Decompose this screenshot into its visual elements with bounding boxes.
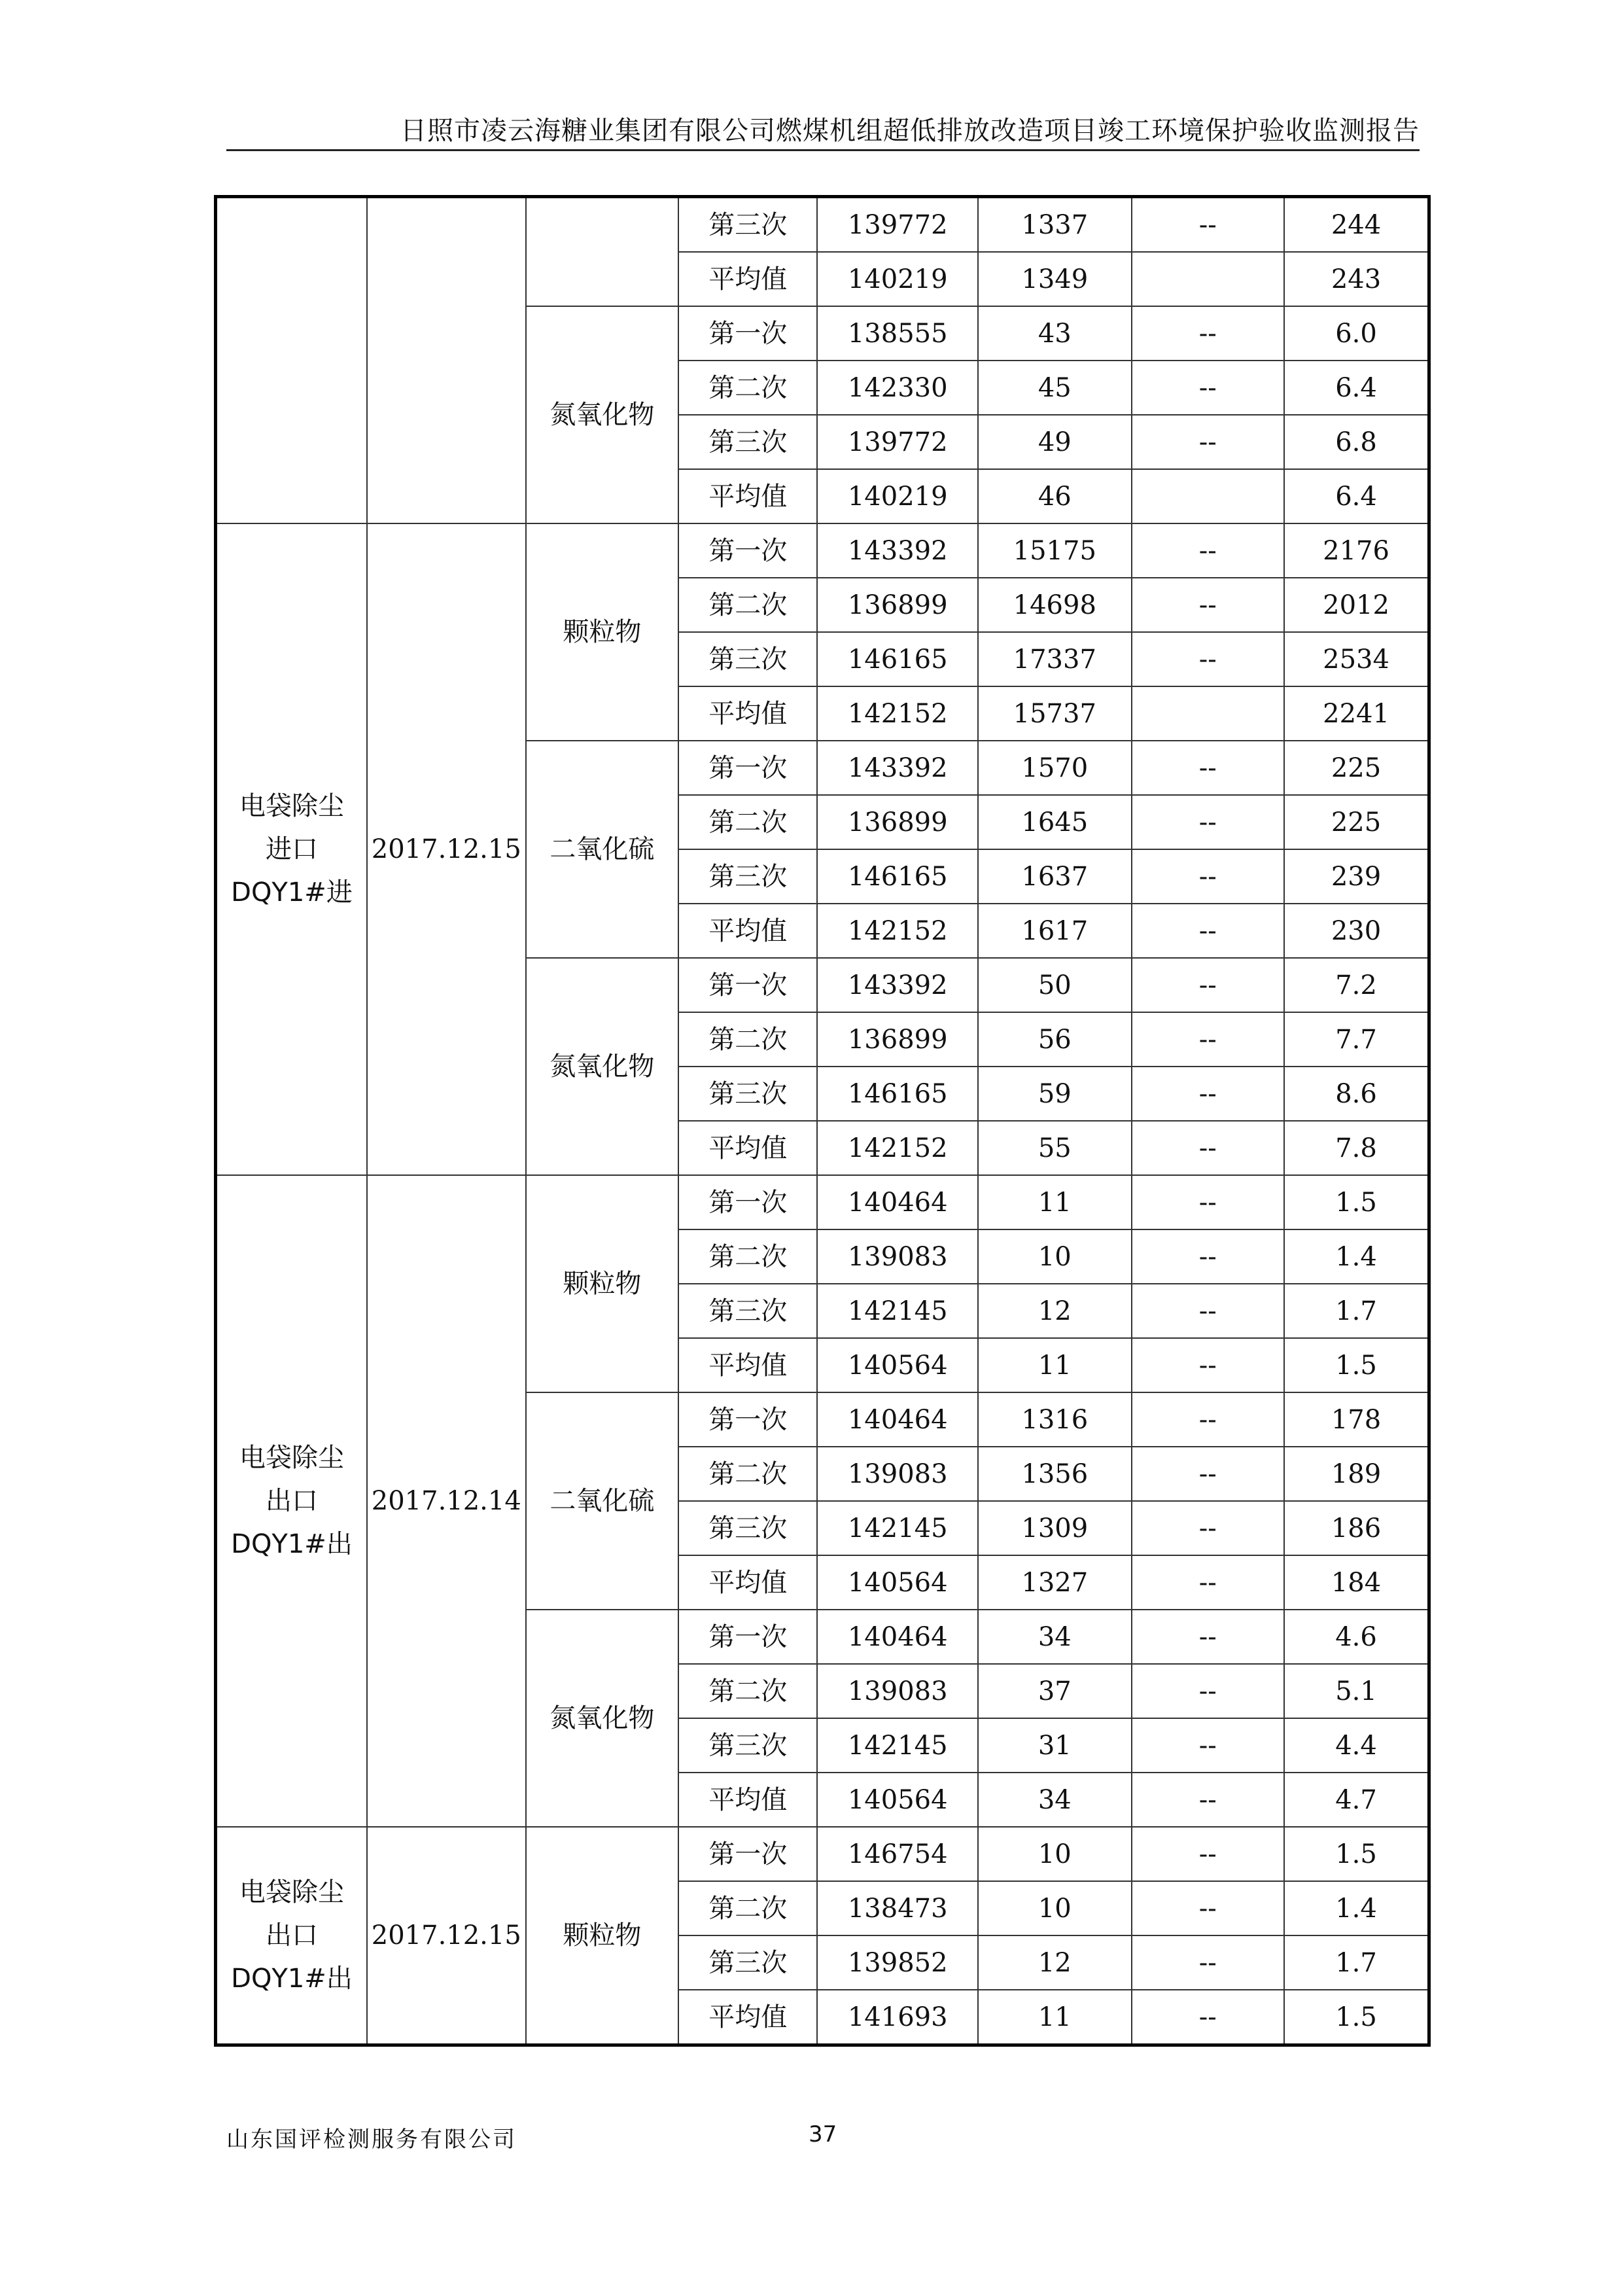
concentration-cell: 45 xyxy=(978,361,1132,415)
flow-rate-cell: 142145 xyxy=(817,1284,978,1338)
sampling-location-cell xyxy=(216,1175,367,1827)
converted-concentration-cell: -- xyxy=(1132,1229,1285,1284)
flow-rate-cell: 138473 xyxy=(817,1881,978,1935)
concentration-cell: 17337 xyxy=(978,632,1132,686)
concentration-cell: 1316 xyxy=(978,1392,1132,1447)
sampling-date-cell: 2017.12.14 xyxy=(367,1175,526,1827)
concentration-cell: 11 xyxy=(978,1338,1132,1392)
pollutant-cell: 氮氧化物 xyxy=(526,958,679,1175)
run-label-cell: 平均值 xyxy=(678,904,817,958)
emission-rate-cell: 230 xyxy=(1284,904,1429,958)
converted-concentration-cell: -- xyxy=(1132,361,1285,415)
sampling-location-cell xyxy=(216,197,367,524)
run-label-cell: 第一次 xyxy=(678,1610,817,1664)
concentration-cell: 37 xyxy=(978,1664,1132,1718)
concentration-cell: 46 xyxy=(978,469,1132,523)
run-label-cell: 第一次 xyxy=(678,1175,817,1229)
run-label-cell: 第二次 xyxy=(678,1229,817,1284)
concentration-cell: 55 xyxy=(978,1121,1132,1175)
run-label-cell: 平均值 xyxy=(678,252,817,306)
sampling-date-cell: 2017.12.15 xyxy=(367,523,526,1175)
sampling-location-line: 出口 xyxy=(265,1486,318,1516)
concentration-cell: 14698 xyxy=(978,578,1132,632)
emission-rate-cell: 6.8 xyxy=(1284,415,1429,469)
emission-rate-cell: 2241 xyxy=(1284,686,1429,741)
converted-concentration-cell: -- xyxy=(1132,197,1285,253)
run-label-cell: 第一次 xyxy=(678,523,817,578)
concentration-cell: 43 xyxy=(978,306,1132,361)
sampling-date-cell xyxy=(367,197,526,524)
converted-concentration-cell: -- xyxy=(1132,1881,1285,1935)
converted-concentration-cell: -- xyxy=(1132,1827,1285,1881)
pollutant-cell: 二氧化硫 xyxy=(526,1392,679,1610)
flow-rate-cell: 140219 xyxy=(817,469,978,523)
table-row xyxy=(216,197,1429,253)
concentration-cell: 1327 xyxy=(978,1555,1132,1610)
concentration-cell: 12 xyxy=(978,1935,1132,1990)
flow-rate-cell: 140464 xyxy=(817,1392,978,1447)
converted-concentration-cell: -- xyxy=(1132,1718,1285,1773)
run-label-cell: 第二次 xyxy=(678,1664,817,1718)
sampling-location-line: 电袋除尘 xyxy=(239,1443,344,1473)
flow-rate-cell: 139083 xyxy=(817,1664,978,1718)
concentration-cell: 1309 xyxy=(978,1501,1132,1555)
concentration-cell: 1645 xyxy=(978,795,1132,849)
emission-rate-cell: 1.5 xyxy=(1284,1990,1429,2045)
run-label-cell: 第三次 xyxy=(678,1935,817,1990)
concentration-cell: 1349 xyxy=(978,252,1132,306)
table-row xyxy=(216,1827,1429,1881)
emission-rate-cell: 2176 xyxy=(1284,523,1429,578)
flow-rate-cell: 143392 xyxy=(817,958,978,1012)
flow-rate-cell: 143392 xyxy=(817,741,978,795)
flow-rate-cell: 142330 xyxy=(817,361,978,415)
converted-concentration-cell: -- xyxy=(1132,1392,1285,1447)
converted-concentration-cell: -- xyxy=(1132,306,1285,361)
emission-rate-cell: 5.1 xyxy=(1284,1664,1429,1718)
run-label-cell: 平均值 xyxy=(678,1338,817,1392)
concentration-cell: 10 xyxy=(978,1881,1132,1935)
emission-rate-cell: 225 xyxy=(1284,795,1429,849)
emission-rate-cell: 4.7 xyxy=(1284,1773,1429,1827)
converted-concentration-cell: -- xyxy=(1132,1338,1285,1392)
converted-concentration-cell: -- xyxy=(1132,1555,1285,1610)
concentration-cell: 50 xyxy=(978,958,1132,1012)
emission-rate-cell: 1.4 xyxy=(1284,1229,1429,1284)
pollutant-cell: 氮氧化物 xyxy=(526,306,679,523)
flow-rate-cell: 143392 xyxy=(817,523,978,578)
flow-rate-cell: 142152 xyxy=(817,904,978,958)
sampling-location-cell xyxy=(216,523,367,1175)
run-label-cell: 第二次 xyxy=(678,578,817,632)
converted-concentration-cell xyxy=(1132,469,1285,523)
sampling-date-cell: 2017.12.15 xyxy=(367,1827,526,2045)
run-label-cell: 第三次 xyxy=(678,632,817,686)
converted-concentration-cell: -- xyxy=(1132,849,1285,904)
pollutant-cell: 颗粒物 xyxy=(526,1175,679,1392)
emission-rate-cell: 7.2 xyxy=(1284,958,1429,1012)
concentration-cell: 15175 xyxy=(978,523,1132,578)
flow-rate-cell: 140564 xyxy=(817,1773,978,1827)
run-label-cell: 第二次 xyxy=(678,1881,817,1935)
emission-rate-cell: 7.7 xyxy=(1284,1012,1429,1067)
flow-rate-cell: 140464 xyxy=(817,1175,978,1229)
emission-rate-cell: 244 xyxy=(1284,197,1429,253)
flow-rate-cell: 139772 xyxy=(817,415,978,469)
concentration-cell: 11 xyxy=(978,1990,1132,2045)
concentration-cell: 59 xyxy=(978,1067,1132,1121)
flow-rate-cell: 142145 xyxy=(817,1501,978,1555)
emission-rate-cell: 6.4 xyxy=(1284,361,1429,415)
sampling-location-line: 电袋除尘 xyxy=(239,1877,344,1907)
run-label-cell: 第三次 xyxy=(678,415,817,469)
emission-rate-cell: 8.6 xyxy=(1284,1067,1429,1121)
run-label-cell: 平均值 xyxy=(678,469,817,523)
run-label-cell: 平均值 xyxy=(678,1990,817,2045)
emission-rate-cell: 186 xyxy=(1284,1501,1429,1555)
emission-rate-cell: 1.5 xyxy=(1284,1338,1429,1392)
concentration-cell: 1337 xyxy=(978,197,1132,253)
flow-rate-cell: 140564 xyxy=(817,1338,978,1392)
flow-rate-cell: 139852 xyxy=(817,1935,978,1990)
flow-rate-cell: 146165 xyxy=(817,1067,978,1121)
run-label-cell: 第三次 xyxy=(678,197,817,253)
converted-concentration-cell: -- xyxy=(1132,632,1285,686)
run-label-cell: 第三次 xyxy=(678,1501,817,1555)
flow-rate-cell: 136899 xyxy=(817,578,978,632)
sampling-location-line: DQY1#进 xyxy=(231,877,353,908)
emission-rate-cell: 2534 xyxy=(1284,632,1429,686)
page-number: 37 xyxy=(809,2121,837,2147)
emission-rate-cell: 4.6 xyxy=(1284,1610,1429,1664)
table-row xyxy=(216,523,1429,578)
sampling-location-cell xyxy=(216,1827,367,2045)
flow-rate-cell: 140464 xyxy=(817,1610,978,1664)
sampling-location-line: 电袋除尘 xyxy=(239,791,344,821)
run-label-cell: 第一次 xyxy=(678,741,817,795)
run-label-cell: 第二次 xyxy=(678,361,817,415)
converted-concentration-cell: -- xyxy=(1132,795,1285,849)
run-label-cell: 第二次 xyxy=(678,1447,817,1501)
converted-concentration-cell: -- xyxy=(1132,1773,1285,1827)
run-label-cell: 第一次 xyxy=(678,958,817,1012)
concentration-cell: 10 xyxy=(978,1229,1132,1284)
run-label-cell: 第三次 xyxy=(678,1718,817,1773)
converted-concentration-cell: -- xyxy=(1132,1990,1285,2045)
run-label-cell: 第三次 xyxy=(678,1284,817,1338)
converted-concentration-cell: -- xyxy=(1132,1664,1285,1718)
emission-rate-cell: 1.7 xyxy=(1284,1935,1429,1990)
flow-rate-cell: 139083 xyxy=(817,1229,978,1284)
emission-rate-cell: 189 xyxy=(1284,1447,1429,1501)
flow-rate-cell: 142152 xyxy=(817,1121,978,1175)
pollutant-cell: 颗粒物 xyxy=(526,523,679,741)
emission-rate-cell: 7.8 xyxy=(1284,1121,1429,1175)
concentration-cell: 56 xyxy=(978,1012,1132,1067)
flow-rate-cell: 141693 xyxy=(817,1990,978,2045)
flow-rate-cell: 142152 xyxy=(817,686,978,741)
flow-rate-cell: 140219 xyxy=(817,252,978,306)
converted-concentration-cell: -- xyxy=(1132,1175,1285,1229)
emission-rate-cell: 243 xyxy=(1284,252,1429,306)
table-row xyxy=(216,1175,1429,1229)
converted-concentration-cell: -- xyxy=(1132,1501,1285,1555)
monitoring-results-table xyxy=(214,195,1431,2047)
run-label-cell: 第二次 xyxy=(678,1012,817,1067)
converted-concentration-cell: -- xyxy=(1132,741,1285,795)
sampling-location-line: 进口 xyxy=(265,834,318,864)
converted-concentration-cell: -- xyxy=(1132,523,1285,578)
concentration-cell: 49 xyxy=(978,415,1132,469)
run-label-cell: 平均值 xyxy=(678,1121,817,1175)
run-label-cell: 平均值 xyxy=(678,686,817,741)
run-label-cell: 平均值 xyxy=(678,1773,817,1827)
flow-rate-cell: 142145 xyxy=(817,1718,978,1773)
emission-rate-cell: 1.7 xyxy=(1284,1284,1429,1338)
concentration-cell: 1570 xyxy=(978,741,1132,795)
sampling-location-line: 出口 xyxy=(265,1920,318,1951)
emission-rate-cell: 225 xyxy=(1284,741,1429,795)
converted-concentration-cell: -- xyxy=(1132,1012,1285,1067)
emission-rate-cell: 4.4 xyxy=(1284,1718,1429,1773)
flow-rate-cell: 136899 xyxy=(817,795,978,849)
run-label-cell: 第三次 xyxy=(678,1067,817,1121)
concentration-cell: 1637 xyxy=(978,849,1132,904)
run-label-cell: 第一次 xyxy=(678,306,817,361)
concentration-cell: 15737 xyxy=(978,686,1132,741)
flow-rate-cell: 139772 xyxy=(817,197,978,253)
run-label-cell: 第一次 xyxy=(678,1827,817,1881)
concentration-cell: 10 xyxy=(978,1827,1132,1881)
converted-concentration-cell: -- xyxy=(1132,1121,1285,1175)
sampling-location-line: DQY1#出 xyxy=(231,1529,353,1559)
pollutant-cell: 氮氧化物 xyxy=(526,1610,679,1827)
concentration-cell: 34 xyxy=(978,1610,1132,1664)
emission-rate-cell: 178 xyxy=(1284,1392,1429,1447)
converted-concentration-cell: -- xyxy=(1132,415,1285,469)
footer-company: 山东国评检测服务有限公司 xyxy=(226,2127,517,2153)
flow-rate-cell: 146754 xyxy=(817,1827,978,1881)
pollutant-cell: 二氧化硫 xyxy=(526,741,679,958)
sampling-location-line: DQY1#出 xyxy=(231,1964,353,1994)
converted-concentration-cell: -- xyxy=(1132,904,1285,958)
flow-rate-cell: 139083 xyxy=(817,1447,978,1501)
converted-concentration-cell: -- xyxy=(1132,958,1285,1012)
concentration-cell: 1617 xyxy=(978,904,1132,958)
concentration-cell: 31 xyxy=(978,1718,1132,1773)
emission-rate-cell: 6.0 xyxy=(1284,306,1429,361)
emission-rate-cell: 1.5 xyxy=(1284,1175,1429,1229)
pollutant-cell: 颗粒物 xyxy=(526,1827,679,2045)
report-header-title: 日照市凌云海糖业集团有限公司燃煤机组超低排放改造项目竣工环境保护验收监测报告 xyxy=(400,116,1420,146)
flow-rate-cell: 138555 xyxy=(817,306,978,361)
converted-concentration-cell: -- xyxy=(1132,578,1285,632)
flow-rate-cell: 146165 xyxy=(817,849,978,904)
emission-rate-cell: 6.4 xyxy=(1284,469,1429,523)
emission-rate-cell: 239 xyxy=(1284,849,1429,904)
emission-rate-cell: 1.4 xyxy=(1284,1881,1429,1935)
run-label-cell: 第二次 xyxy=(678,795,817,849)
flow-rate-cell: 146165 xyxy=(817,632,978,686)
converted-concentration-cell: -- xyxy=(1132,1284,1285,1338)
converted-concentration-cell: -- xyxy=(1132,1935,1285,1990)
concentration-cell: 34 xyxy=(978,1773,1132,1827)
emission-rate-cell: 184 xyxy=(1284,1555,1429,1610)
converted-concentration-cell xyxy=(1132,686,1285,741)
converted-concentration-cell: -- xyxy=(1132,1610,1285,1664)
emission-rate-cell: 2012 xyxy=(1284,578,1429,632)
concentration-cell: 11 xyxy=(978,1175,1132,1229)
converted-concentration-cell xyxy=(1132,252,1285,306)
converted-concentration-cell: -- xyxy=(1132,1067,1285,1121)
pollutant-cell xyxy=(526,197,679,307)
run-label-cell: 平均值 xyxy=(678,1555,817,1610)
flow-rate-cell: 136899 xyxy=(817,1012,978,1067)
converted-concentration-cell: -- xyxy=(1132,1447,1285,1501)
emission-rate-cell: 1.5 xyxy=(1284,1827,1429,1881)
flow-rate-cell: 140564 xyxy=(817,1555,978,1610)
concentration-cell: 1356 xyxy=(978,1447,1132,1501)
run-label-cell: 第三次 xyxy=(678,849,817,904)
header-rule xyxy=(226,149,1420,151)
run-label-cell: 第一次 xyxy=(678,1392,817,1447)
concentration-cell: 12 xyxy=(978,1284,1132,1338)
